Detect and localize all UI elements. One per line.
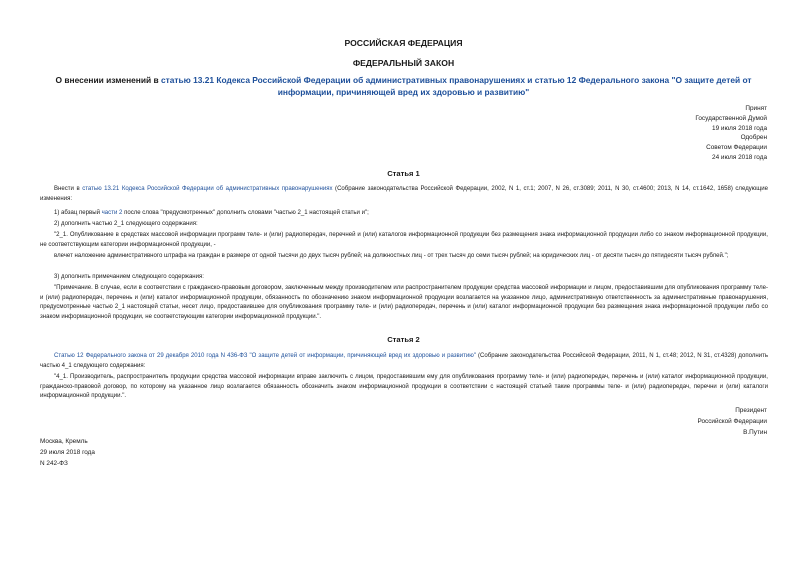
item-1-link[interactable]: части 2 bbox=[101, 210, 123, 216]
signature-block bbox=[698, 405, 768, 438]
article-2-quote: "4_1. Производитель, распространитель продукции средства массовой информации вправе заключить с лицом, предоставившим ему для опубликования программу теле- и (или) радиопередач, перечень и (или) каталог информационной продукции, гражданско-правовой договор, по которому на указанное лицо возлагается обязанность обозначить знаком информационной продукции в соответствии с настоящей статьей такие программы теле- и (или) радиопередач, перечни и (или) каталоги информационной продукции.". bbox=[40, 374, 768, 400]
footer-block bbox=[40, 436, 95, 469]
article-2-title: Статья 2 bbox=[387, 335, 420, 344]
adoption-block bbox=[695, 104, 767, 163]
accepted-date: 19 июля 2018 года bbox=[712, 124, 767, 132]
article-1-note: "Примечание. В случае, если в соответствии с гражданско-правовым договором, заключенным между производителем или распространителем продукции средства массовой информации и лицом, предоставившим для опубликования программу теле- и (или) радиопередач, перечень и (или) каталог информационной продукции, обязанность по обозначению знаком информационной продукции возлагается на указанное лицо, административную ответственность за административные правонарушения, предусмотренные частью 2_1 настоящей статьи, несет лицо, предоставившее для опубликования программу теле- и (или) радиопередач, перечень и (или) каталог информационной продукции без размещения знака информационной продукции либо со знаком информационной продукции, не соответствующим категории информационной продукции.". bbox=[40, 285, 768, 320]
article-2-intro-link[interactable]: Статью 12 Федерального закона от 29 декабря 2010 года N 436-ФЗ "О защите детей от информации, причиняющей вред их здоровью и развитию" bbox=[54, 353, 476, 359]
doc-type-heading: ФЕДЕРАЛЬНЫЙ ЗАКОН bbox=[352, 58, 455, 68]
approved-by: Советом Федерации bbox=[706, 144, 767, 152]
footer-number: N 242-ФЗ bbox=[40, 460, 68, 467]
accepted-by: Государственной Думой bbox=[695, 114, 767, 122]
article-1-item-1 bbox=[40, 209, 768, 219]
article-1-intro bbox=[40, 185, 768, 204]
article-1-item-2: 2) дополнить частью 2_1 следующего содержания: bbox=[54, 221, 198, 227]
approved-date: 24 июля 2018 года bbox=[712, 153, 767, 161]
item-1-prefix: 1) абзац первый bbox=[54, 210, 102, 216]
article-1-quote-1: "2_1. Опубликование в средствах массовой информации программ теле- и (или) радиопередач, перечней и (или) каталогов информационной продукции без размещения знака информационной продукции либо со знаком информационной продукции, не соответствующим категории информационной продукции, - bbox=[40, 232, 768, 248]
article-2-intro bbox=[40, 352, 768, 371]
accepted-label: Принят bbox=[745, 105, 767, 112]
item-1-suffix: после слова "предусмотренных" дополнить словами "частью 2_1 настоящей статьи и"; bbox=[122, 210, 369, 216]
law-title-link[interactable]: статью 13.21 Кодекса Российской Федерации об административных правонарушениях и статью 12 Федерального закона "О защите детей от информации, причиняющей вред их здоровью и развитию" bbox=[160, 75, 752, 97]
law-title-prefix: О внесении изменений в bbox=[55, 75, 161, 85]
law-title bbox=[40, 74, 767, 98]
article-1-item-3: 3) дополнить примечанием следующего содержания: bbox=[54, 274, 204, 280]
article-1-intro-link[interactable]: статью 13.21 Кодекса Российской Федерации об административных правонарушениях bbox=[82, 186, 333, 192]
article-1-quote-2: влечет наложение административного штрафа на граждан в размере от одной тысячи до двух тысяч рублей; на должностных лиц - от трех тысяч до семи тысяч рублей; на юридических лиц - от десяти тысяч до пятидесяти тысяч рублей."; bbox=[54, 253, 729, 259]
signature-name: В.Путин bbox=[743, 429, 767, 436]
footer-date: 29 июля 2018 года bbox=[40, 449, 95, 456]
approved-label: Одобрен bbox=[740, 134, 767, 142]
article-1-intro-suffix: (Собрание законодательства Российской Федерации, 2002, N 1, ст.1; 2007, N 26, ст.3089; 2011, N 30, ст.4600; 2013, N 14, ст.1642, 1658) следующие изменения: bbox=[40, 186, 768, 202]
country-heading: РОССИЙСКАЯ ФЕДЕРАЦИЯ bbox=[344, 38, 463, 48]
article-2-intro-suffix: (Собрание законодательства Российской Федерации, 2011, N 1, ст.48; 2012, N 31, ст.4328) дополнить частью 4_1 следующего содержания: bbox=[40, 353, 768, 369]
signature-position-1: Президент bbox=[735, 407, 767, 414]
signature-position-2: Российской Федерации bbox=[697, 418, 767, 425]
article-1-intro-prefix: Внести в bbox=[54, 186, 83, 192]
footer-place: Москва, Кремль bbox=[40, 438, 88, 445]
article-1-title: Статья 1 bbox=[387, 169, 420, 178]
